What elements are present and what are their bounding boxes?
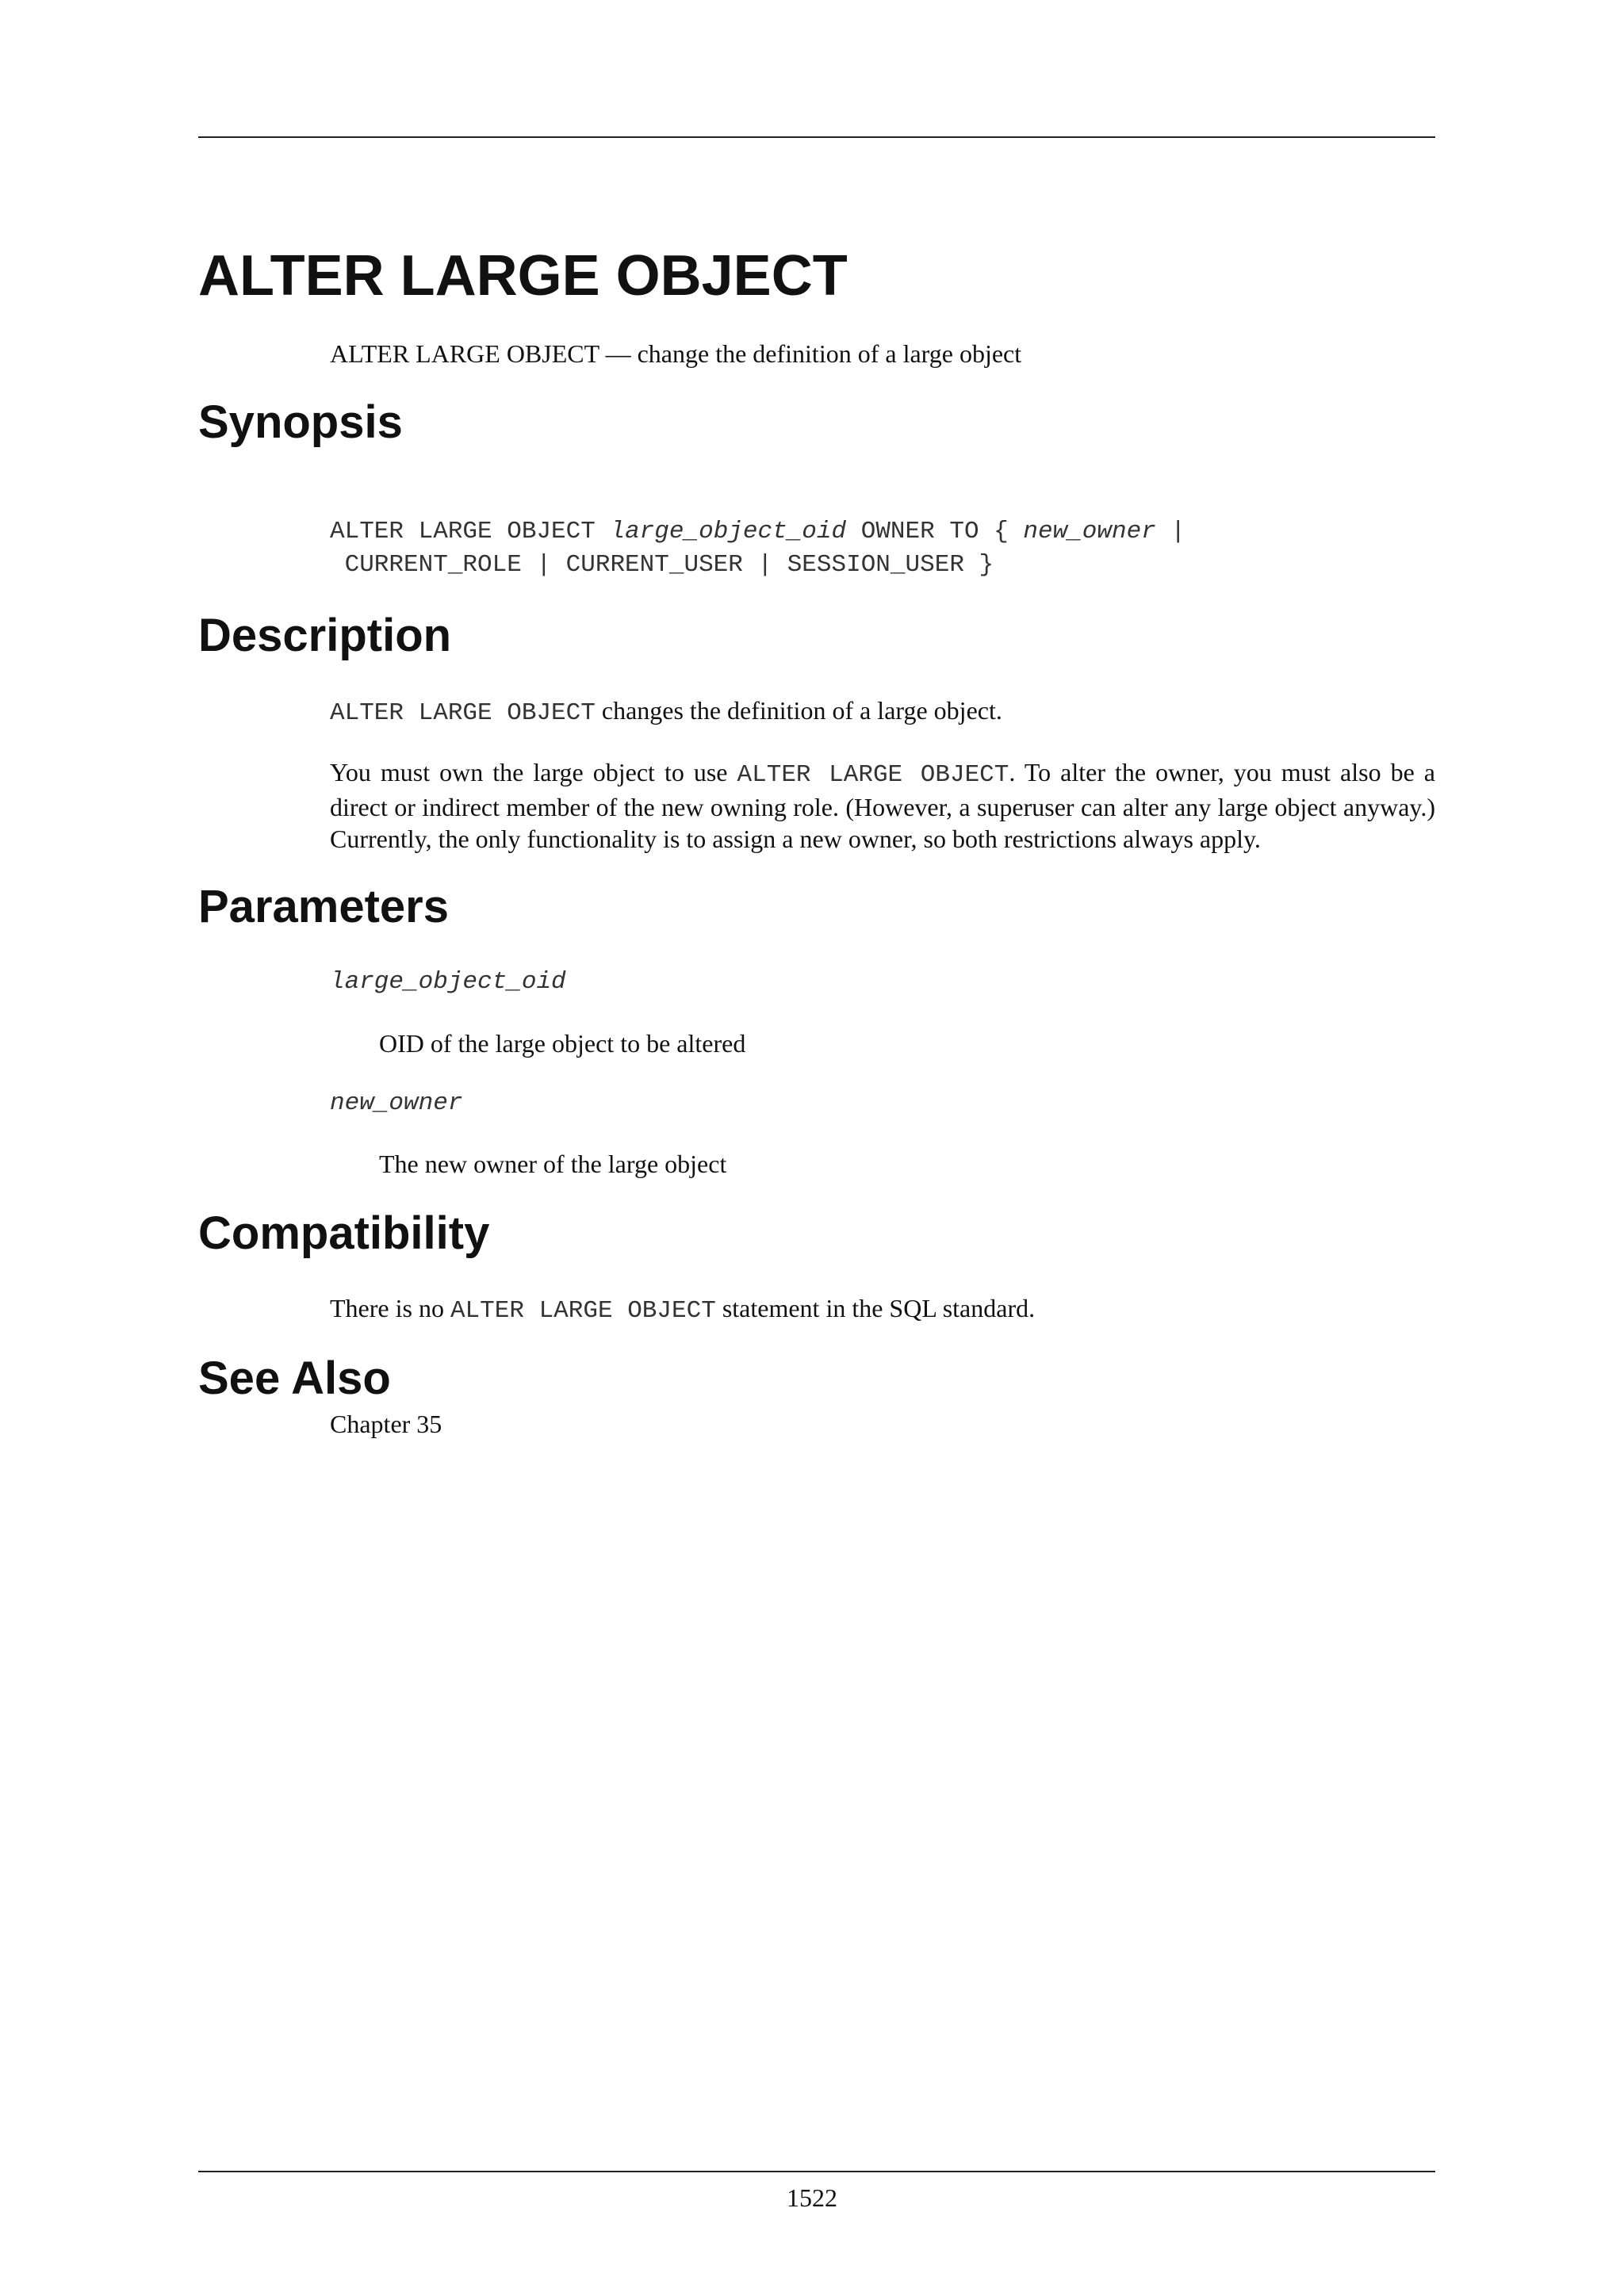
- synopsis-line-2: CURRENT_ROLE | CURRENT_USER | SESSION_USER }: [330, 551, 994, 579]
- compatibility-paragraph: [330, 1292, 1435, 1327]
- description-text: changes the definition of a large object.: [595, 696, 1002, 725]
- synopsis-param-new-owner: new_owner: [1023, 518, 1156, 545]
- see-also-heading: See Also: [198, 1353, 391, 1404]
- footer-rule: [198, 2171, 1435, 2172]
- description-text: . To alter the owner, you must also be a direct or indirect member of the new owning role. (However, a superuser can alter any large object anyway.) Currently, the only functionality is to assign a new owner, so both restrictions always apply.: [330, 758, 1436, 853]
- description-text: You must own the large object to use: [330, 758, 737, 786]
- parameter-definition: OID of the large object to be altered: [379, 1029, 746, 1058]
- parameter-term-new-owner: new_owner: [330, 1089, 463, 1117]
- compatibility-heading: Compatibility: [198, 1207, 490, 1259]
- inline-code: ALTER LARGE OBJECT: [330, 699, 596, 727]
- synopsis-heading: Synopsis: [198, 396, 403, 448]
- description-paragraph-2: [330, 756, 1435, 855]
- page-number: 1522: [787, 2183, 837, 2212]
- parameter-term-large-object-oid: large_object_oid: [330, 968, 566, 996]
- refpurpose: ALTER LARGE OBJECT — change the definition of a large object: [330, 339, 1022, 368]
- synopsis-code: [330, 515, 1185, 582]
- description-heading: Description: [198, 610, 452, 661]
- synopsis-keyword: |: [1155, 518, 1186, 545]
- page-title: ALTER LARGE OBJECT: [198, 244, 848, 308]
- compatibility-text: statement in the SQL standard.: [715, 1294, 1036, 1322]
- inline-code: ALTER LARGE OBJECT: [450, 1297, 716, 1325]
- compatibility-text: There is no: [330, 1294, 450, 1322]
- see-also-chapter-link[interactable]: Chapter 35: [330, 1410, 442, 1438]
- synopsis-keyword: OWNER TO {: [846, 518, 1024, 545]
- parameters-heading: Parameters: [198, 881, 449, 932]
- header-rule: [198, 136, 1435, 138]
- inline-code: ALTER LARGE OBJECT: [737, 761, 1009, 789]
- description-paragraph-1: [330, 695, 1435, 729]
- parameter-definition: The new owner of the large object: [379, 1150, 727, 1178]
- synopsis-keyword: ALTER LARGE OBJECT: [330, 518, 611, 545]
- synopsis-param-large-object-oid: large_object_oid: [610, 518, 847, 545]
